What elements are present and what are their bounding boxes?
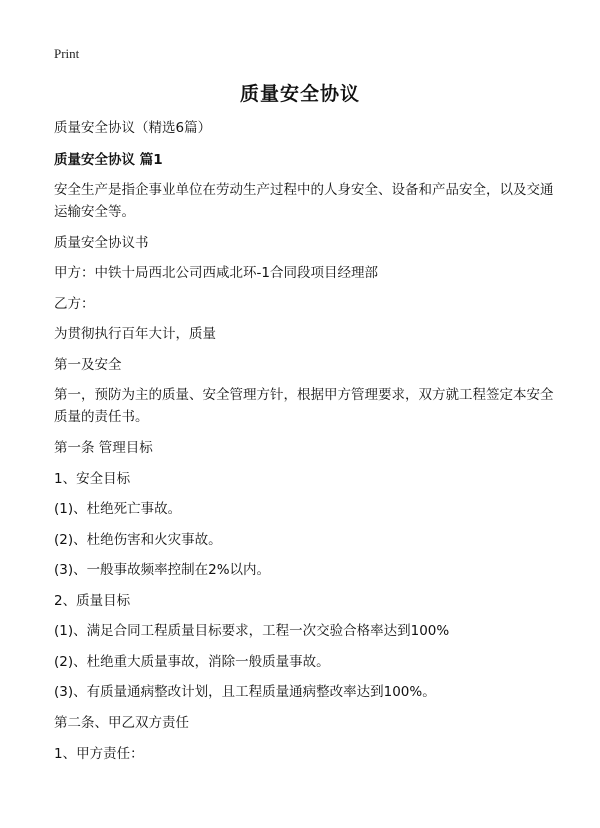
list-item: 1、安全目标	[54, 471, 131, 487]
party-b-line: 乙方：	[54, 296, 95, 312]
article-heading: 第二条、甲乙双方责任	[54, 715, 189, 731]
list-item: (1)、杜绝死亡事故。	[54, 501, 182, 517]
print-link[interactable]: Print	[54, 46, 80, 61]
paragraph-policy: 第一，预防为主的质量、安全管理方针，根据甲方管理要求，双方就工程签定本安全质量的责任书。	[54, 387, 554, 425]
article-heading: 第一条 管理目标	[54, 440, 153, 456]
list-item: (1)、满足合同工程质量目标要求，工程一次交验合格率达到100%	[54, 623, 450, 639]
party-a-line: 甲方：中铁十局西北公司西咸北环-1合同段项目经理部	[54, 265, 378, 281]
section-heading: 质量安全协议 篇1	[54, 152, 163, 168]
list-item: (3)、有质量通病整改计划，且工程质量通病整改率达到100%。	[54, 684, 436, 700]
document-title: 质量安全协议	[239, 83, 360, 105]
list-item: 1、甲方责任：	[54, 746, 144, 762]
list-item: (2)、杜绝伤害和火灾事故。	[54, 532, 222, 548]
subtitle-line: 质量安全协议（精选6篇）	[54, 120, 212, 136]
paragraph-intro: 安全生产是指企事业单位在劳动生产过程中的人身安全、设备和产品安全，以及交通运输安全等。	[54, 182, 554, 220]
list-item: (2)、杜绝重大质量事故，消除一般质量事故。	[54, 654, 330, 670]
paragraph-line: 为贯彻执行百年大计，质量	[54, 326, 216, 342]
paragraph-line: 第一及安全	[54, 357, 122, 373]
list-item: 2、质量目标	[54, 593, 131, 609]
list-item: (3)、一般事故频率控制在2%以内。	[54, 562, 271, 578]
paragraph-line: 质量安全协议书	[54, 235, 149, 251]
